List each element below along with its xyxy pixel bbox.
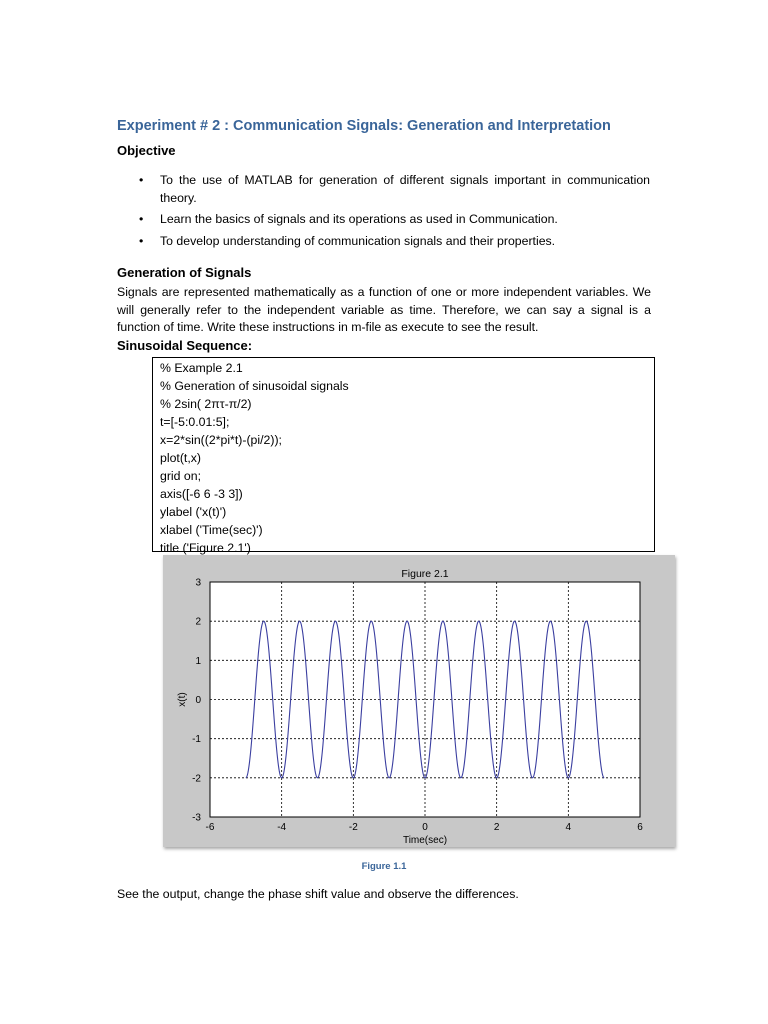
objective-heading: Objective <box>117 143 176 158</box>
sinusoid-chart <box>163 555 675 847</box>
objective-text: To develop understanding of communication signals and their properties. <box>160 233 556 248</box>
experiment-title: Experiment # 2 : Communication Signals: Generation and Interpretation <box>117 118 611 134</box>
code-line: title ('Figure 2.1') <box>160 541 251 555</box>
code-line: x=2*sin((2*pi*t)-(pi/2)); <box>160 433 282 447</box>
y-tick-label: 0 <box>195 695 201 706</box>
code-block <box>152 357 655 555</box>
x-axis-label: Time(sec) <box>402 835 448 846</box>
objectives-list <box>135 172 650 254</box>
code-line: % 2sin( 2πτ-π/2) <box>160 397 252 411</box>
y-tick-label: 2 <box>195 616 201 628</box>
y-tick-label: 3 <box>195 577 201 589</box>
list-item <box>135 172 650 207</box>
figure-caption: Figure 1.1 <box>361 861 407 872</box>
list-item <box>135 233 650 251</box>
code-line: % Example 2.1 <box>160 361 243 375</box>
matlab-figure <box>163 555 675 847</box>
code-line: xlabel ('Time(sec)') <box>160 523 263 537</box>
code-line: ylabel ('x(t)') <box>160 505 227 519</box>
y-tick-label: -2 <box>192 773 201 785</box>
code-line: plot(t,x) <box>160 451 201 465</box>
list-item <box>135 211 650 229</box>
code-line: % Generation of sinusoidal signals <box>160 379 349 393</box>
x-tick-label: 2 <box>493 822 500 833</box>
closing-text: See the output, change the phase shift value and observe the differences. <box>117 887 519 901</box>
generation-paragraph: Signals are represented mathematically as a function of one or more independent variables. We will generally refer to the independent variable as time. Therefore, we can say a signal is a function of time. Write these instructions in m-file as execute to see the result. <box>117 285 651 334</box>
x-tick-label: 4 <box>565 822 572 833</box>
objective-text: To the use of MATLAB for generation of different signals important in communication theory. <box>160 173 650 205</box>
x-tick-label: -2 <box>348 822 358 833</box>
x-tick-label: 0 <box>422 822 428 833</box>
y-tick-label: 1 <box>195 655 201 667</box>
y-tick-label: -3 <box>192 812 201 824</box>
x-tick-label: 6 <box>637 822 643 833</box>
bullet-icon: • <box>139 233 144 248</box>
chart-title: Figure 2.1 <box>401 568 449 580</box>
code-line: t=[-5:0.01:5]; <box>160 415 230 429</box>
x-tick-label: -4 <box>277 822 287 833</box>
sinusoid-heading: Sinusoidal Sequence: <box>117 338 253 353</box>
y-axis-label: x(t) <box>177 692 188 707</box>
x-tick-label: -6 <box>205 822 215 833</box>
code-line: axis([-6 6 -3 3]) <box>160 487 243 501</box>
bullet-icon: • <box>139 212 144 226</box>
objective-text: Learn the basics of signals and its operations as used in Communication. <box>160 212 558 226</box>
bullet-icon: • <box>139 173 144 187</box>
generation-heading: Generation of Signals <box>117 265 252 280</box>
y-tick-label: -1 <box>192 734 201 746</box>
code-line: grid on; <box>160 469 202 483</box>
